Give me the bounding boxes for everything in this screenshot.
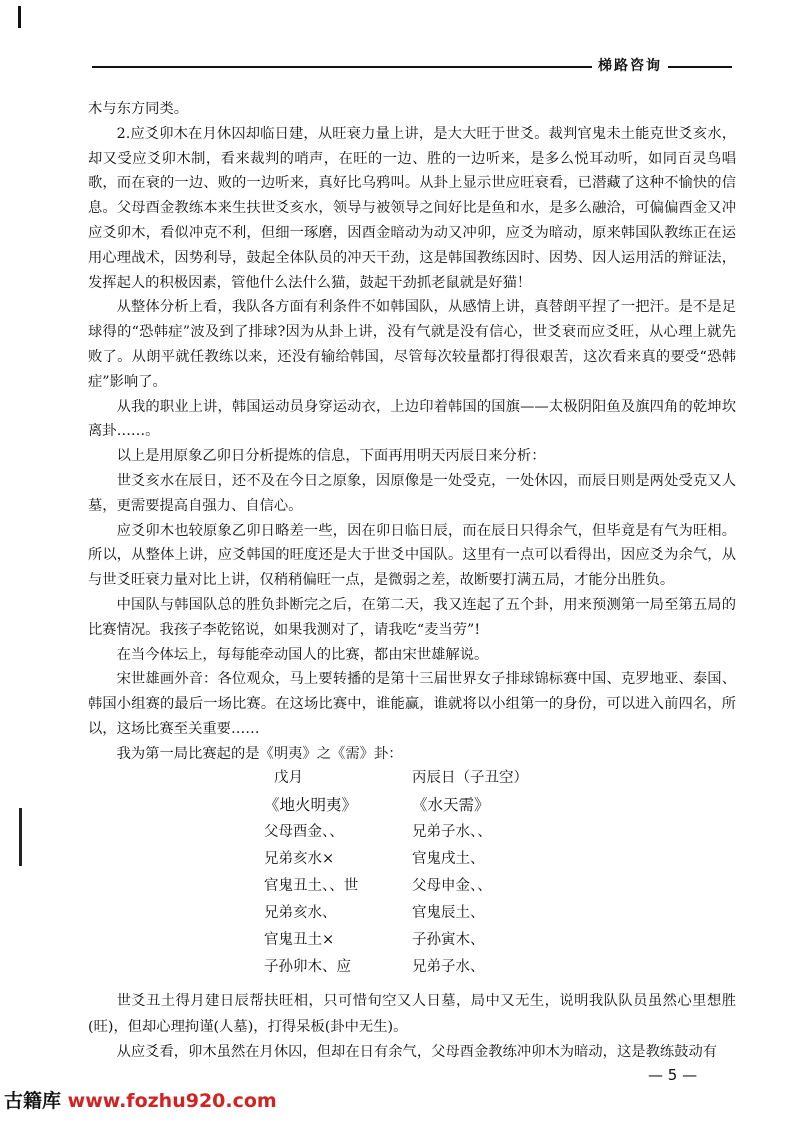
paragraph: 中国队与韩国队总的胜负卦断完之后，在第二天，我又连起了五个卦，用来预测第一局至第五局的比赛情况。我孩子李乾铭说，如果我测对了，请我吃“麦当劳”! — [88, 596, 736, 638]
original-line: 子孙卯木、应 — [264, 959, 351, 975]
month-label: 戊月 — [274, 770, 303, 786]
site-watermark — [4, 1086, 277, 1113]
changed-hexagram-name: 《水天需》 — [412, 796, 490, 814]
hexagram-header-row — [262, 765, 582, 792]
paragraph: 在当今体坛上，每每能牵动国人的比赛，都由宋世雄解说。 — [116, 646, 489, 663]
original-line: 官鬼丑土、、世 — [264, 878, 359, 894]
watermark-url: www.fozhu920.com — [67, 1090, 277, 1112]
paragraph: 从应爻看，卯木虽然在月休囚，但却在日有余气，父母酉金教练冲卯木为暗动，这是教练鼓动有 — [116, 1044, 718, 1060]
paragraph: 世爻亥水在辰日，还不及在今日之原象，因原像是一处受克，一处休囚，而辰日则是两处受克又人墓，更需要提高自强力、自信心。 — [88, 472, 736, 514]
paragraph: 木与东方同类。 — [88, 101, 189, 117]
changed-line: 官鬼戌土、 — [412, 851, 485, 867]
day-label: 丙辰日（子丑空） — [412, 770, 528, 786]
paragraph: 以上是用原象乙卯日分析提炼的信息，下面再用明天丙辰日来分析： — [116, 448, 546, 465]
watermark-site-name: 古籍库 — [4, 1090, 62, 1112]
hexagram-line-row — [262, 846, 582, 873]
running-header-title: 梯路咨询 — [592, 55, 668, 75]
paragraph: 应爻卯木也较原象乙卯日略差一些，因在卯日临日辰，而在辰日只得余气，但毕竟是有气为旺相。所以，从整体上讲，应爻韩国的旺度还是大于世爻中国队。这里有一点可以看得出，因应爻为余气，从与世爻旺衰力量对比上讲，仅稍稍偏旺一点，是微弱之差，故断要打满五局，才能分出胜负。 — [88, 522, 736, 589]
paragraph: 我为第一局比赛起的是《明夷》之《需》卦： — [116, 745, 403, 762]
page-number: — 5 — — [648, 1066, 698, 1084]
changed-line: 父母申金、、 — [412, 878, 492, 894]
hexagram-table — [262, 765, 582, 981]
original-line: 兄弟亥水× — [264, 851, 335, 867]
scan-mark-left — [19, 808, 22, 866]
changed-line: 兄弟子水、 — [412, 959, 485, 975]
body-text-bottom — [88, 989, 736, 1066]
paragraph: 宋世雄画外音：各位观众，马上要转播的是第十三届世界女子排球锦标赛中国、克罗地亚、泰国、韩国小组赛的最后一场比赛。在这场比赛中，谁能赢，谁就将以小组第一的身份，可以进入前四名，所以，这场比赛至关重要…… — [88, 671, 736, 737]
hexagram-name-row — [262, 792, 582, 819]
hexagram-line-row — [262, 873, 582, 900]
hexagram-line-row — [262, 900, 582, 927]
body-text-top — [88, 97, 736, 767]
scan-mark-top — [18, 6, 21, 28]
paragraph: 从我的职业上讲，韩国运动员身穿运动衣，上边印着韩国的国旗——太极阴阳鱼及旗四角的乾坤坎离卦……。 — [88, 398, 736, 440]
original-line: 父母酉金、、 — [264, 824, 344, 840]
changed-line: 官鬼辰土、 — [412, 905, 485, 921]
changed-line: 子孙寅木、 — [412, 932, 485, 948]
paragraph: 从整体分析上看，我队各方面有利条件不如韩国队，从感情上讲，真替朗平捏了一把汗。是不是足球得的“恐韩症”波及到了排球?因为从卦上讲，没有气就是没有信心，世爻衰而应爻旺，从心理上就先败了。从朗平就任教练以来，还没有输给韩国，尽管每次较量都打得很艰苦，这次看来真的要受“恐韩症”影响了。 — [88, 299, 736, 390]
hexagram-line-row — [262, 927, 582, 954]
changed-line: 兄弟子水、、 — [412, 824, 492, 840]
paragraph: 世爻丑土得月建日辰帮扶旺相，只可惜旬空又人日墓，局中又无生，说明我队队员虽然心里想胜(旺)，但却心理拘谨(人墓)，打得呆板(卦中无生)。 — [88, 993, 736, 1035]
original-hexagram-name: 《地火明夷》 — [264, 796, 358, 814]
hexagram-line-row — [262, 954, 582, 981]
hexagram-line-row — [262, 819, 582, 846]
original-line: 兄弟亥水、 — [264, 905, 337, 921]
paragraph: 2.应爻卯木在月休囚却临日建，从旺衰力量上讲，是大大旺于世爻。裁判官鬼未土能克世爻亥水，却又受应爻卯木制，看来裁判的哨声，在旺的一边、胜的一边听来，是多么悦耳动听，如同百灵鸟唱歌，而在衰的一边、败的一边听来，真好比乌鸦叫。从卦上显示世应旺衰看，已潜藏了这种不愉快的信息。父母酉金教练本来生扶世爻亥水，领导与被领导之间好比是鱼和水，是多么融洽，可偏偏酉金又冲应爻卯木，看似冲克不利，但细一琢磨，因酉金暗动为动又冲卯，应爻为暗动，原来韩国队教练正在运用心理战术，因势利导，鼓起全体队员的冲天干劲，这是韩国教练因时、因势、因人运用活的辩证法，发挥起人的积极因素，管他什么法什么猫，鼓起干劲抓老鼠就是好猫！ — [88, 125, 736, 291]
original-line: 官鬼丑土× — [264, 932, 335, 948]
